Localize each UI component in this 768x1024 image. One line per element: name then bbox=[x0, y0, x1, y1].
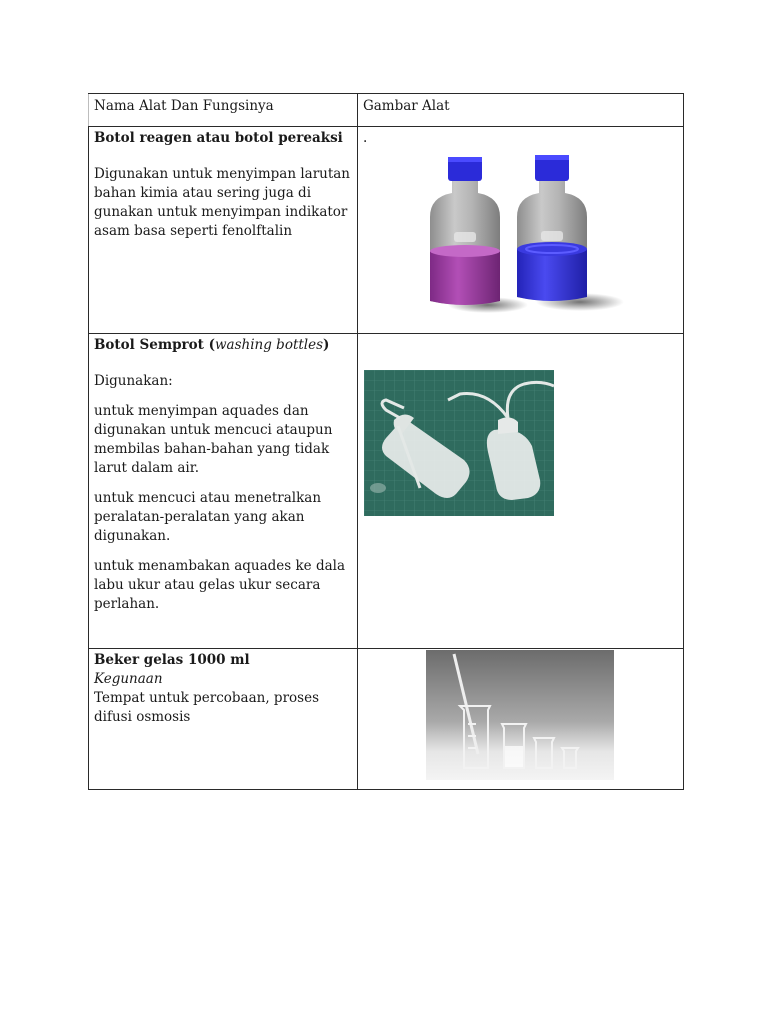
row-title: Botol reagen atau botol pereaksi bbox=[94, 130, 343, 146]
row-description: Digunakan untuk menyimpan larutan bahan kimia atau sering juga di gunakan untuk menyimpan indikator asam basa seperti fenolftalin bbox=[94, 166, 351, 239]
row-title: Beker gelas 1000 ml bbox=[94, 652, 250, 668]
row-title bbox=[94, 336, 352, 355]
use-item: untuk mencuci atau menetralkan peralatan-peralatan yang akan digunakan. bbox=[94, 490, 322, 544]
row-reagent-text bbox=[89, 127, 358, 334]
header-name-function: Nama Alat Dan Fungsinya bbox=[89, 94, 358, 127]
header-image: Gambar Alat bbox=[357, 94, 683, 127]
reagent-bottles-illustration bbox=[358, 127, 678, 332]
use-item: untuk menyimpan aquades dan digunakan untuk mencuci ataupun membilas bahan-bahan yang tidak larut dalam air. bbox=[94, 403, 333, 476]
row-beaker-image-cell bbox=[357, 649, 683, 790]
row-wash-bottle-image-cell bbox=[357, 334, 683, 649]
beakers-photo bbox=[426, 650, 616, 782]
row-title-italic: washing bottles bbox=[215, 337, 324, 353]
row-beaker-text bbox=[89, 649, 358, 790]
equipment-table bbox=[88, 93, 684, 790]
table-row bbox=[89, 127, 684, 334]
row-intro: Digunakan: bbox=[94, 373, 173, 389]
reagent-bottle-purple bbox=[430, 157, 500, 305]
row-reagent-image-cell bbox=[357, 127, 683, 334]
row-subtitle: Kegunaan bbox=[94, 671, 163, 687]
image-note: . bbox=[362, 130, 368, 146]
row-title-bold: Botol Semprot ( bbox=[94, 337, 215, 353]
table-row bbox=[89, 334, 684, 649]
row-description: Tempat untuk percobaan, proses difusi osmosis bbox=[94, 690, 319, 725]
table-header-row bbox=[89, 94, 684, 127]
table-row bbox=[89, 649, 684, 790]
use-item: untuk menambakan aquades ke dala labu ukur atau gelas ukur secara perlahan. bbox=[94, 558, 346, 612]
wash-bottles-photo bbox=[364, 370, 559, 520]
reagent-bottle-blue bbox=[517, 155, 587, 301]
row-title-close: ) bbox=[323, 337, 330, 353]
row-wash-bottle-text bbox=[89, 334, 358, 649]
